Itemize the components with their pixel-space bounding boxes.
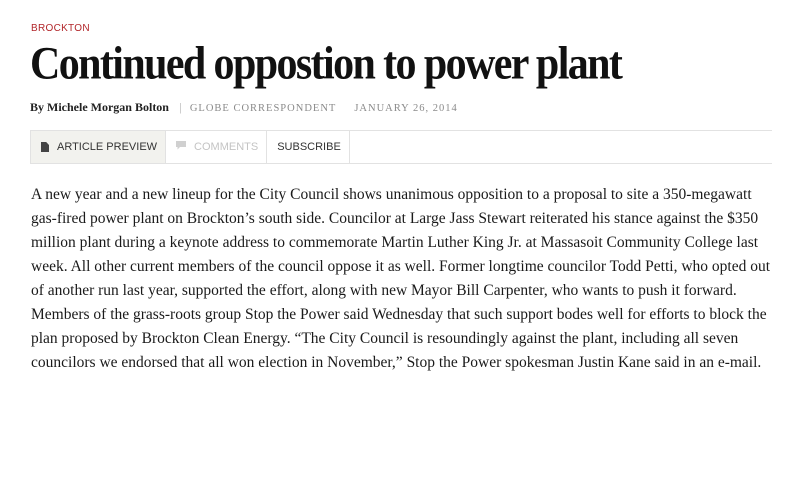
document-icon [41,142,49,152]
comment-icon [176,141,186,153]
article-paragraph: A new year and a new lineup for the City Council shows unanimous opposition to a proposal to site a 350-megawatt gas-fired power plant on Brockton’s south side. Councilor at Large Jass Stewart reiterated his stance against the $350 million plant during a keynote address to commemorate Martin Luther King Jr. at Massasoit Community College last week. All other current members of the council oppose it as well. Former longtime councilor Todd Petti, who opted out of another run last year, supported the effort, along with new Mayor Bill Carpenter, who wants to push it forward. Members of the grass-roots group Stop the Power said Wednesday that such support bodes well for efforts to block the plan proposed by Brockton Clean Energy. “The City Council is resoundingly against the plant, including all seven councilors we endorsed that all won election in November,” Stop the Power spokesman Justin Kane said in an e-mail. [31,186,771,371]
byline-separator: | [178,102,182,114]
section-link[interactable]: BROCKTON [31,23,90,34]
tab-comments [166,131,267,163]
byline-date: JANUARY 26, 2014 [354,103,458,114]
byline-role: GLOBE CORRESPONDENT [189,103,337,114]
article-body [31,183,779,375]
tab-comments-label: COMMENTS [194,141,259,153]
article-headline: Continued oppostion to power plant [30,38,622,90]
tab-article-preview-label: ARTICLE PREVIEW [57,141,158,153]
tab-article-preview[interactable] [30,131,166,163]
byline-author[interactable]: By Michele Morgan Bolton [30,100,169,114]
byline [30,100,772,116]
tab-subscribe-label: SUBSCRIBE [277,141,341,153]
tab-subscribe[interactable] [267,131,350,163]
article-toolbar [30,130,772,164]
